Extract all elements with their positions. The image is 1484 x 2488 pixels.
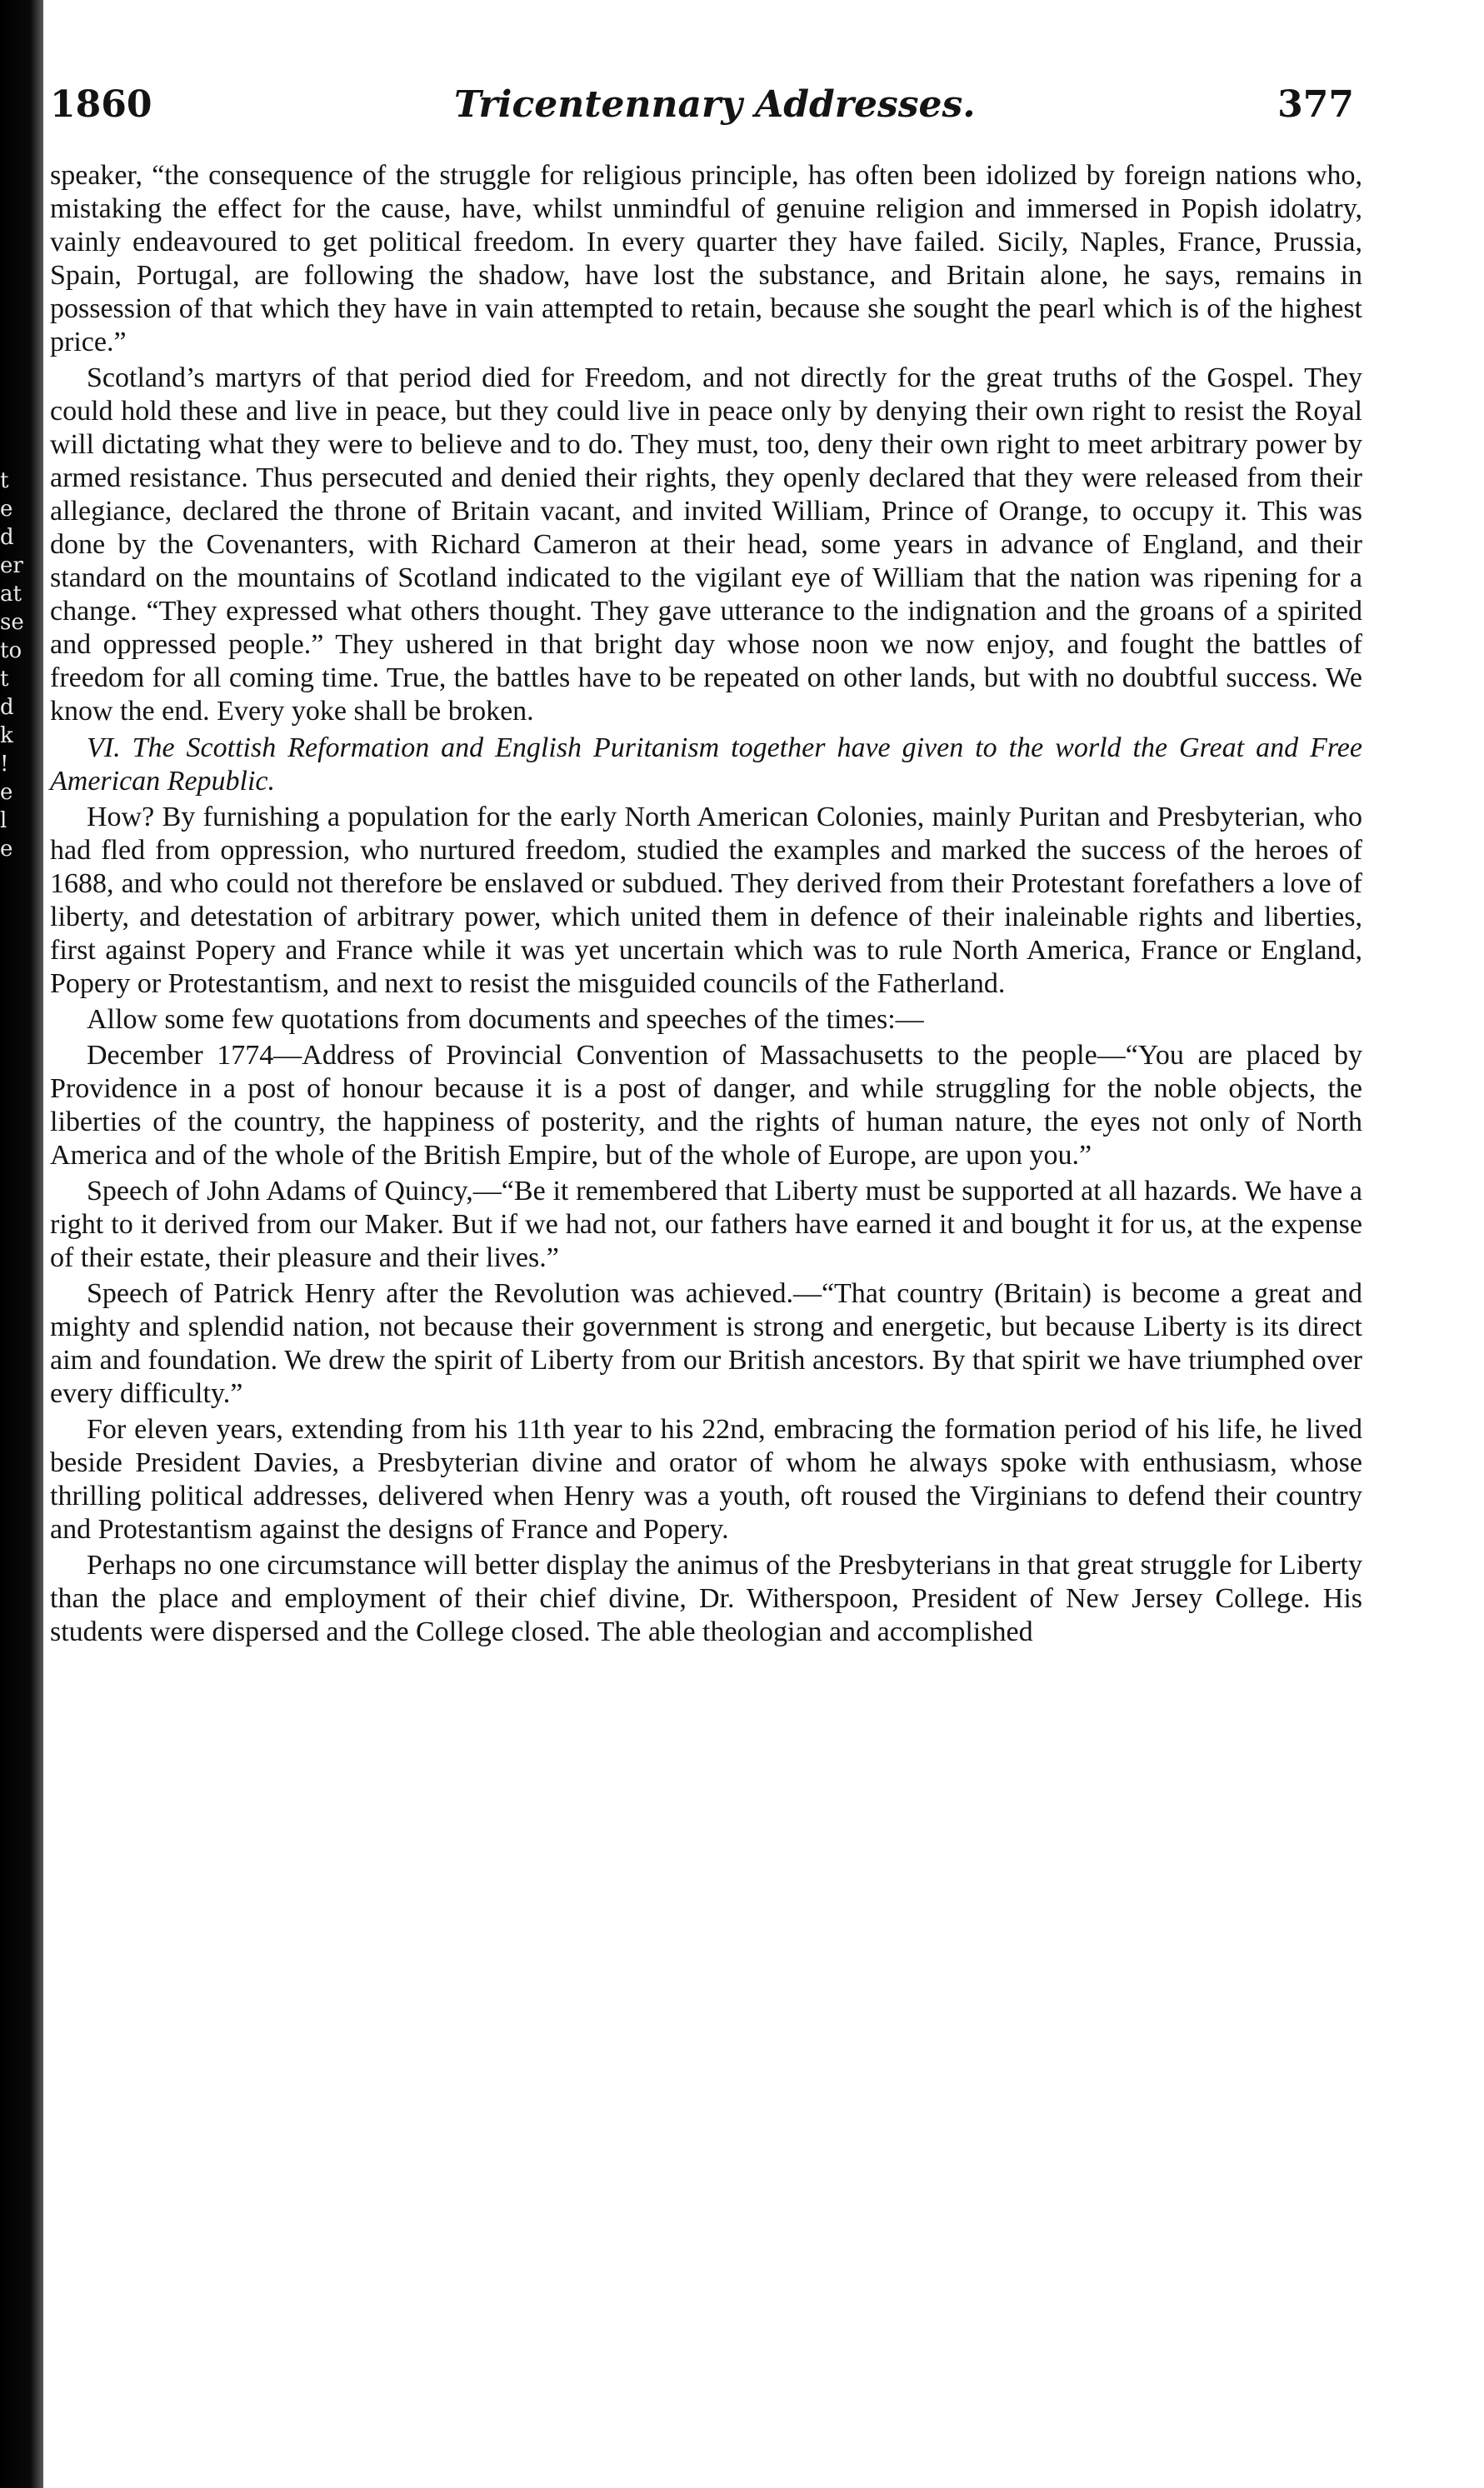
margin-mark: t <box>0 468 9 493</box>
page-header <box>50 83 1362 126</box>
margin-mark: l <box>0 808 7 833</box>
margin-mark: at <box>0 582 22 607</box>
margin-mark: t <box>0 667 9 692</box>
paragraph: speaker, “the consequence of the struggle for religious principle, has often been idolized by foreign nations who, mistaking the effect for the cause, have, whilst unmindful of genuine religion and immersed in Popish idolatry, vainly endeavoured to get political freedom. In every quarter they have failed. Sicily, Naples, France, Prussia, Spain, Portugal, are following the shadow, have lost the substance, and Britain alone, he says, remains in possession of that which they have in vain attempted to retain, because she sought the pearl which is of the highest price.” <box>50 160 1362 357</box>
paragraph: For eleven years, extending from his 11th year to his 22nd, embracing the formation period of his life, he lived beside President Davies, a Presbyterian divine and orator of whom he always spoke with enthusiasm, whose thrilling political addresses, delivered when Henry was a youth, oft roused the Virginians to defend their country and Protestantism against the designs of France and Popery. <box>50 1414 1362 1545</box>
margin-marks <box>0 467 25 863</box>
paragraph: How? By furnishing a population for the early North American Colonies, mainly Puritan and Presbyterian, who had fled from oppression, who nurtured freedom, studied the examples and marked the success of the heroes of 1688, and who could not therefore be enslaved or subdued. They derived from their Protestant forefathers a love of liberty, and detestation of arbitrary power, which united them in defence of their inaleinable rights and liberties, first against Popery and France while it was yet uncertain which was to rule North America, France or England, Popery or Protestantism, and next to resist the misguided councils of the Fatherland. <box>50 802 1362 999</box>
margin-mark: to <box>0 638 22 663</box>
paragraph: Scotland’s martyrs of that period died for Freedom, and not directly for the great truths of the Gospel. They could hold these and live in peace, but they could live in peace only by denying their own right to resist the Royal will dictating what they were to believe and to do. They must, too, deny their own right to meet arbitrary power by armed resistance. Thus persecuted and denied their rights, they openly declared that they were released from their allegiance, declared the throne of Britain vacant, and invited William, Prince of Orange, to occupy it. This was done by the Covenanters, with Richard Cameron at their head, some years in advance of England, and their standard on the mountains of Scotland indicated to the vigilant eye of William that the nation was ripening for a change. “They expressed what others thought. They gave utterance to the indignation and the groans of a spirited and oppressed people.” They ushered in that bright day whose noon we now enjoy, and fought the battles of freedom for all coming time. True, the battles have to be repeated on other lands, but with no doubtful success. We know the end. Every yoke shall be broken. <box>50 362 1362 727</box>
paragraph: Allow some few quotations from documents and speeches of the times:— <box>87 1004 924 1035</box>
quotation-paragraph: December 1774—Address of Provincial Convention of Massachusetts to the people—“You are placed by Providence in a post of honour because it is a post of danger, and while struggling for the noble objects, the liberties of the country, the happiness of posterity, and the rights of human nature, the eyes not only of North America and of the whole of the British Empire, but of the whole of Europe, are upon you.” <box>50 1040 1362 1171</box>
margin-mark: d <box>0 525 14 550</box>
quotation-paragraph: Speech of Patrick Henry after the Revolution was achieved.—“That country (Britain) is become a great and mighty and splendid nation, not because their government is strong and energetic, but because Liberty is its direct aim and foundation. We drew the spirit of Liberty from our British ancestors. By that spirit we have triumphed over every difficulty.” <box>50 1278 1362 1409</box>
scan-binding-shadow <box>0 0 43 2488</box>
margin-mark: k <box>0 723 13 748</box>
book-page <box>50 83 1362 1651</box>
margin-mark: er <box>0 553 23 578</box>
page-number: 377 <box>1277 83 1354 126</box>
margin-mark: e <box>0 780 13 805</box>
quotation-paragraph: Speech of John Adams of Quincy,—“Be it remembered that Liberty must be supported at all hazards. We have a right to it derived from our Maker. But if we had not, our fathers have earned it and bought it for us, at the expense of their estate, their pleasure and their lives.” <box>50 1176 1362 1273</box>
margin-mark: e <box>0 497 13 522</box>
section-heading: VI. The Scottish Reformation and English Puritanism together have given to the world the Great and Free American Republic. <box>50 732 1362 797</box>
header-year: 1860 <box>50 83 152 126</box>
body-text <box>50 159 1362 1649</box>
running-title: Tricentennary Addresses. <box>454 83 976 126</box>
margin-mark: d <box>0 695 14 720</box>
paragraph: Perhaps no one circumstance will better display the animus of the Presbyterians in that great struggle for Liberty than the place and employment of their chief divine, Dr. Witherspoon, President of New Jersey College. His students were dispersed and the College closed. The able theologian and accomplished <box>50 1550 1362 1647</box>
margin-mark: e <box>0 837 13 862</box>
margin-mark: se <box>0 610 24 635</box>
margin-mark: ! <box>0 752 9 777</box>
